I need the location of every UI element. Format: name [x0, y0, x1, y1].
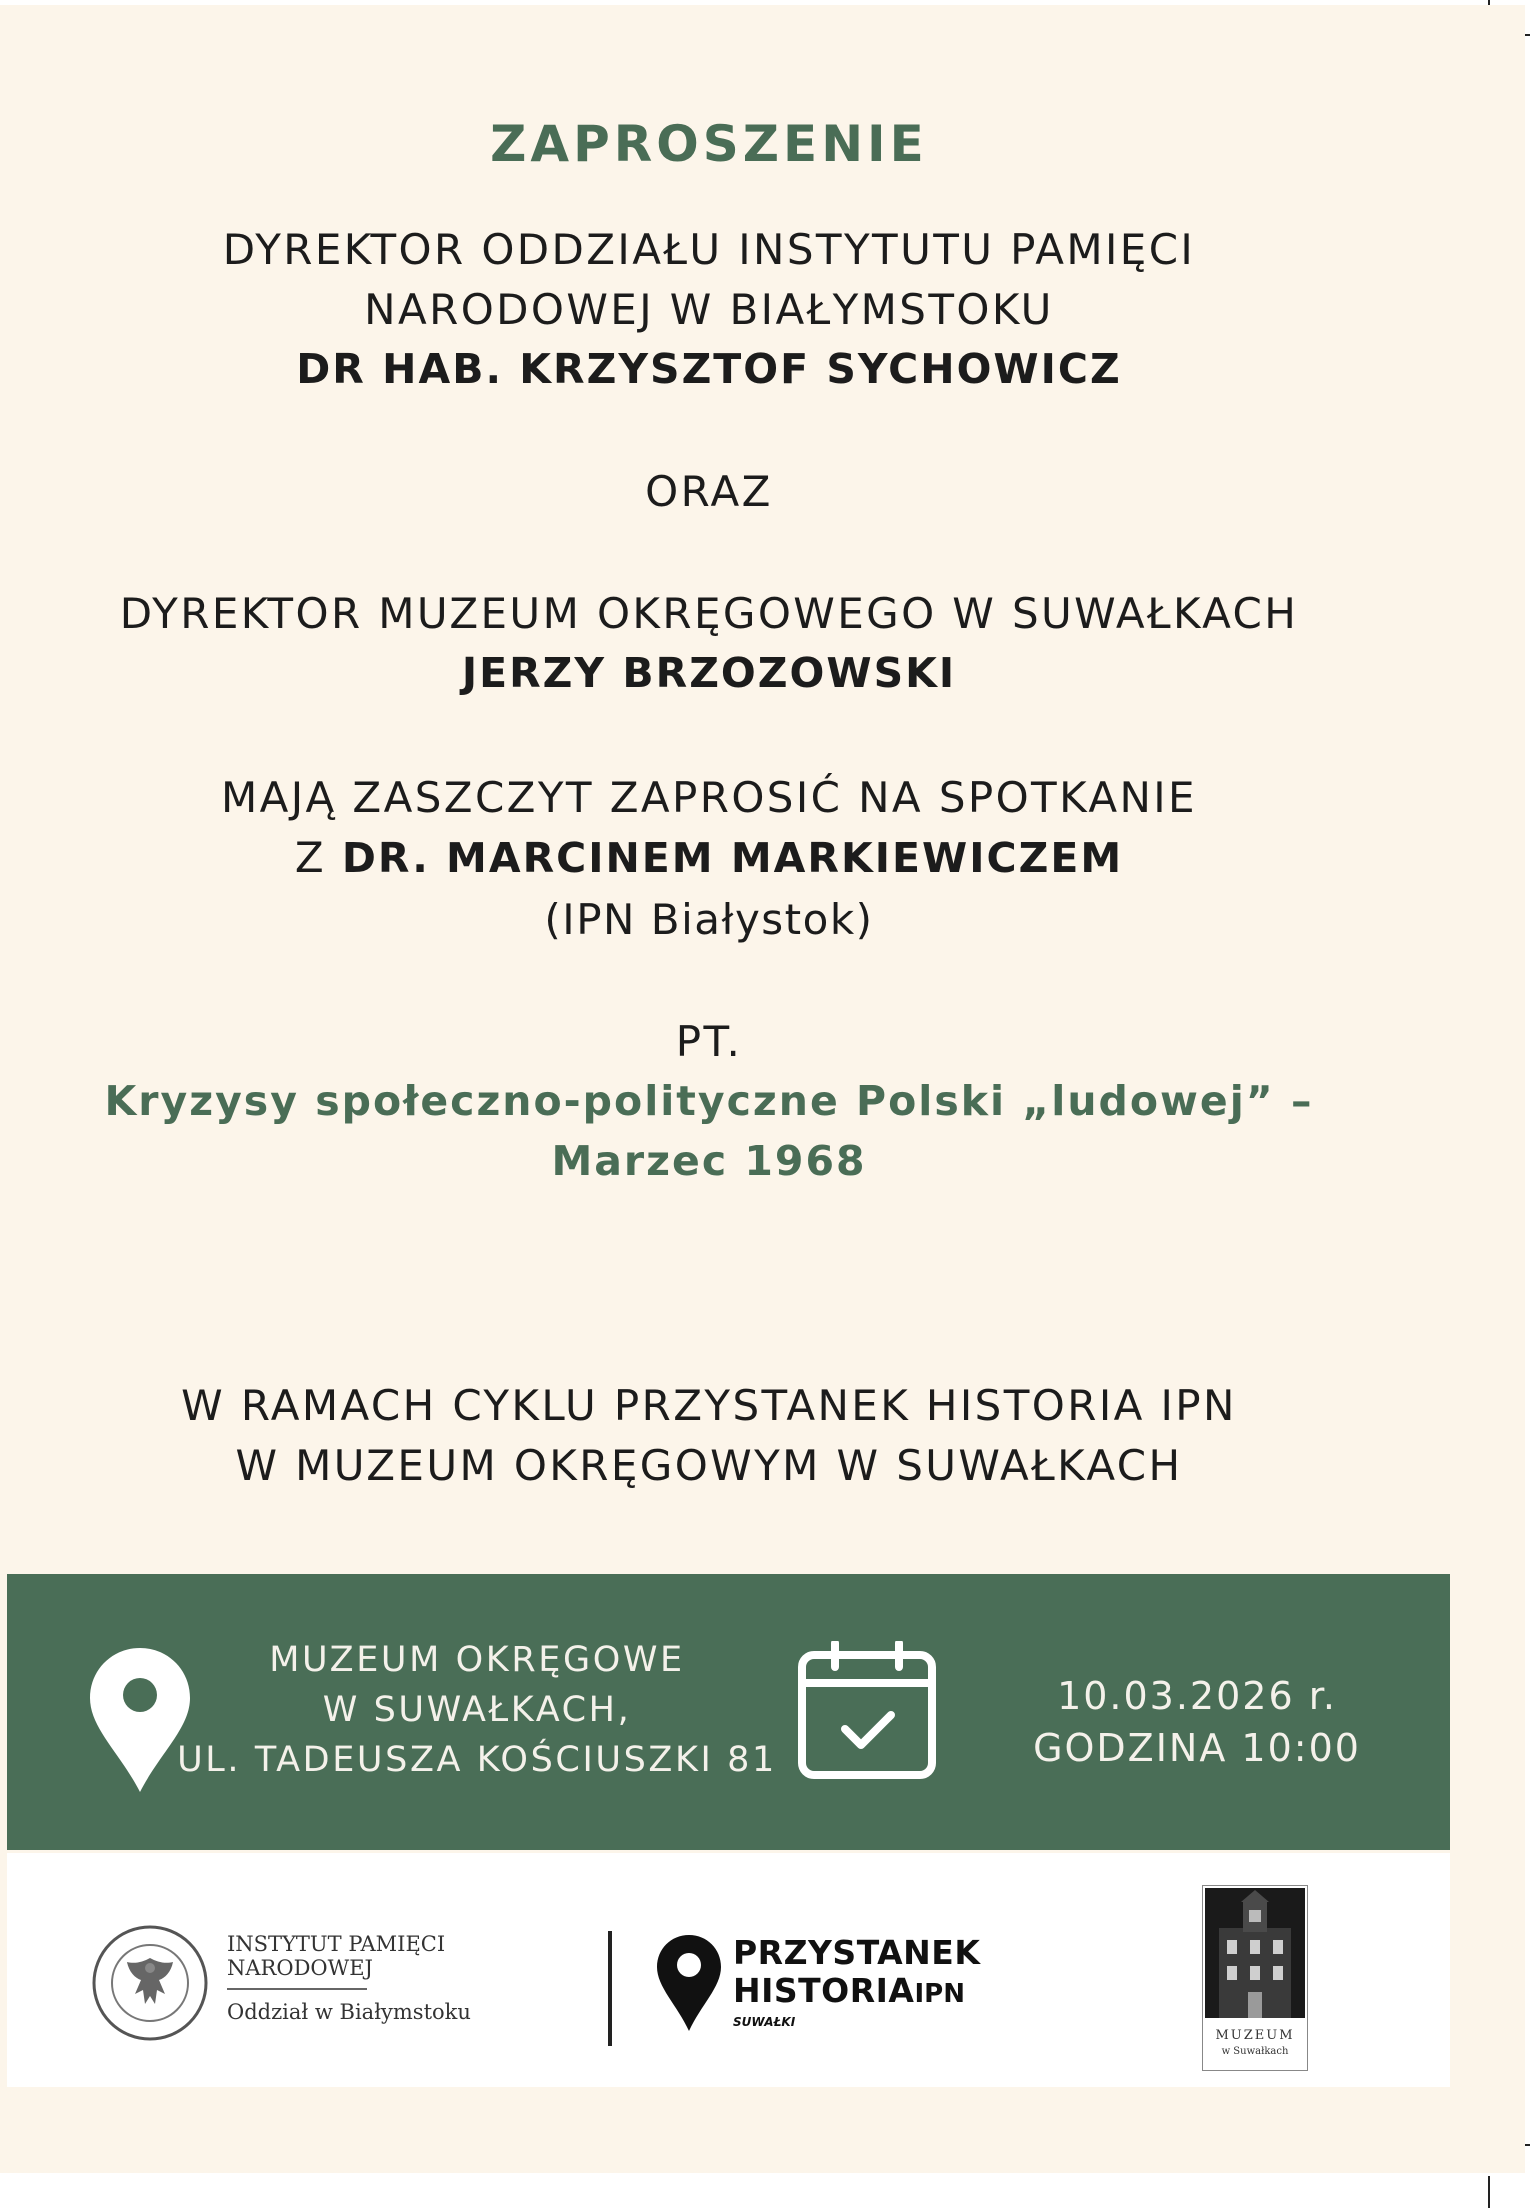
przystanek-historia-logo	[657, 1933, 997, 2043]
event-date: 10.03.2026 r.	[1057, 1674, 1337, 1718]
museum-line1: MUZEUM	[1215, 2028, 1295, 2043]
museum-logo	[1202, 1885, 1308, 2071]
location-line1: MUZEUM OKRĘGOWE	[269, 1640, 685, 1680]
calendar-check-icon	[797, 1641, 937, 1781]
ph-city: SUWAŁKI	[733, 2015, 796, 2029]
speaker-line	[0, 833, 1418, 882]
ph-line1: PRZYSTANEK	[733, 1933, 981, 1972]
host2-title: DYREKTOR MUZEUM OKRĘGOWEGO W SUWAŁKACH	[119, 589, 1299, 638]
ipn-logo	[91, 1918, 491, 2048]
lecture-title-line2: Marzec 1968	[551, 1137, 867, 1185]
event-time: GODZINA 10:00	[1033, 1726, 1361, 1770]
host1-title-line1: DYREKTOR ODDZIAŁU INSTYTUTU PAMIĘCI	[222, 225, 1196, 274]
ph-ipn: IPN	[914, 1979, 965, 2009]
location-line2: W SUWAŁKACH,	[322, 1690, 632, 1730]
conjunction-text: ORAZ	[645, 467, 773, 516]
lecture-title-line1: Kryzysy społeczno-polityczne Polski „ludowej” –	[104, 1077, 1314, 1125]
ipn-divider	[227, 1988, 367, 1990]
event-details-banner	[7, 1574, 1450, 1850]
invitation-page	[0, 5, 1525, 2173]
ipn-name-line2: NARODOWEJ	[227, 1956, 373, 1980]
museum-line2: w Suwałkach	[1221, 2046, 1289, 2057]
host1-name: DR HAB. KRZYSZTOF SYCHOWICZ	[296, 345, 1122, 393]
museum-building-icon	[1205, 1888, 1305, 2018]
partner-logos	[7, 1853, 1450, 2087]
ph-line2	[733, 1971, 965, 2010]
title-prefix: PT.	[675, 1017, 743, 1066]
ipn-seal-icon	[91, 1924, 209, 2042]
invite-line: MAJĄ ZASZCZYT ZAPROSIĆ NA SPOTKANIE	[220, 773, 1197, 822]
host2-name: JERZY BRZOZOWSKI	[461, 649, 957, 697]
ipn-name-line1: INSTYTUT PAMIĘCI	[227, 1932, 446, 1956]
series-line2: W MUZEUM OKRĘGOWYM W SUWAŁKACH	[235, 1441, 1183, 1490]
host1-title-line2: NARODOWEJ W BIAŁYMSTOKU	[364, 285, 1054, 334]
ipn-branch: Oddział w Białymstoku	[227, 2000, 471, 2024]
ph-historia: HISTORIA	[733, 1971, 915, 2010]
series-line1: W RAMACH CYKLU PRZYSTANEK HISTORIA IPN	[181, 1381, 1237, 1430]
location-line3: UL. TADEUSZA KOŚCIUSZKI 81	[177, 1740, 777, 1780]
logo-separator	[608, 1931, 612, 2046]
speaker-name: DR. MARCINEM MARKIEWICZEM	[341, 834, 1124, 882]
speaker-affiliation: (IPN Białystok)	[544, 895, 874, 944]
invitation-heading: ZAPROSZENIE	[490, 115, 928, 173]
speaker-prefix: Z	[294, 833, 327, 882]
ph-map-pin-icon	[657, 1935, 721, 2031]
crop-mark	[1488, 2176, 1490, 2208]
